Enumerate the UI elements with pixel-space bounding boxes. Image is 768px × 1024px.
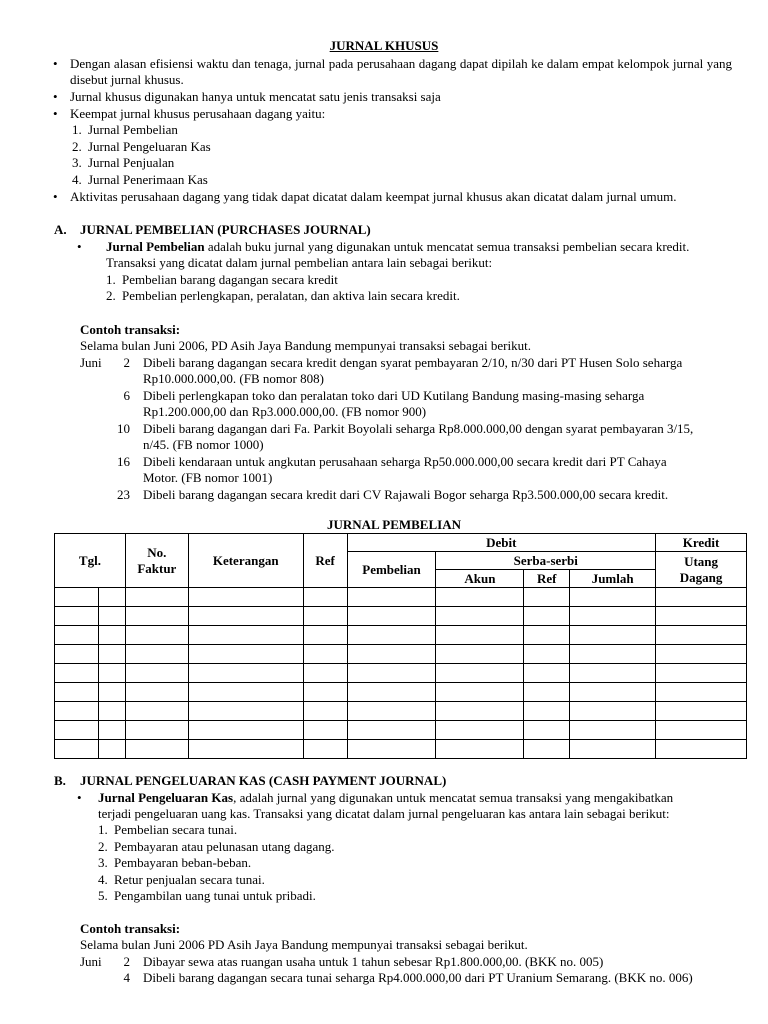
section-b-contoh-intro: Selama bulan Juni 2006 PD Asih Jaya Bandung mempunyai transaksi sebagai berikut. — [80, 937, 528, 952]
section-b-heading — [54, 773, 446, 789]
transaction-line1: Dibeli barang dagangan secara kredit dengan syarat pembayaran 2/10, n/30 dari PT Husen Solo seharga — [143, 355, 683, 370]
section-b-list-item-text: Pembelian secara tunai. — [114, 822, 238, 837]
section-b-def1: , adalah jurnal yang digunakan untuk mencatat semua transaksi yang mengakibatkan — [233, 790, 674, 805]
table-row — [55, 607, 747, 626]
table-row — [55, 683, 747, 702]
page-title: JURNAL KHUSUS — [329, 38, 439, 53]
purchases-journal-table — [54, 533, 747, 759]
section-b-list-item-text: Pembayaran beban-beban. — [114, 855, 252, 870]
section-a-transaction — [80, 388, 732, 422]
section-a-definition-text — [106, 239, 732, 255]
section-b-list-item-text: Pembayaran atau pelunasan utang dagang. — [114, 839, 335, 854]
intro-list-item-text: Jurnal Penerimaan Kas — [88, 172, 208, 187]
transaction-day: 4 — [123, 970, 130, 985]
col-no-faktur-line2: Faktur — [137, 560, 177, 576]
section-b-transaction — [80, 954, 732, 971]
intro-bullet-1-text: Dengan alasan efisiensi waktu dan tenaga, jurnal pada perusahaan dagang dapat dipilah ke dalam empat kelompok jurnal yang disebut jurnal khusus. — [70, 56, 732, 87]
intro-list-item-text: Jurnal Pengeluaran Kas — [88, 139, 211, 154]
section-b-list-item: 2. Pembayaran atau pelunasan utang dagang. — [98, 839, 335, 854]
col-debit: Debit — [347, 534, 656, 552]
intro-bullet-2-text: Jurnal khusus digunakan hanya untuk mencatat satu jenis transaksi saja — [70, 89, 441, 104]
section-b-title: JURNAL PENGELUARAN KAS (CASH PAYMENT JOURNAL) — [80, 773, 447, 788]
intro-list-item-text: Jurnal Pembelian — [88, 122, 178, 137]
transaction-line2: Rp1.200.000,00 dan Rp3.000.000,00. (FB nomor 900) — [143, 404, 427, 419]
table-row — [55, 664, 747, 683]
section-a-list-item: 1. Pembelian barang dagangan secara kredit — [106, 272, 338, 287]
col-pembelian: Pembelian — [347, 552, 436, 588]
intro-list-item-text: Jurnal Penjualan — [88, 155, 175, 170]
transaction-line2: n/45. (FB nomor 1000) — [143, 437, 264, 452]
section-b-list-item: 4. Retur penjualan secara tunai. — [98, 872, 265, 887]
section-a-def2: Transaksi yang dicatat dalam jurnal pembelian antara lain sebagai berikut: — [106, 255, 493, 270]
transaction-text — [143, 487, 732, 503]
transaction-text: Dibeli barang dagangan secara tunai seharga Rp4.000.000,00 dari PT Uranium Semarang. (BKK no. 006) — [143, 970, 693, 985]
section-b-def2: terjadi pengeluaran uang kas. Transaksi yang dicatat dalam jurnal pengeluaran kas antara lain sebagai berikut: — [98, 806, 670, 821]
section-a-title: JURNAL PEMBELIAN (PURCHASES JOURNAL) — [80, 222, 371, 237]
section-a-transaction — [80, 454, 732, 488]
col-no-faktur-line1: No. — [147, 544, 167, 560]
transaction-line1: Dibeli barang dagangan secara kredit dari CV Rajawali Bogor seharga Rp3.500.000,00 secara kredit. — [143, 487, 669, 502]
section-a-list-item-text: Pembelian barang dagangan secara kredit — [122, 272, 338, 287]
section-a-transaction — [80, 355, 732, 389]
intro-list-item: 1. Jurnal Pembelian — [72, 122, 178, 137]
transaction-day: 23 — [117, 487, 130, 502]
intro-bullet-4-text: Aktivitas perusahaan dagang yang tidak dapat dicatat dalam keempat jurnal khusus akan dicatat dalam jurnal umum. — [70, 189, 677, 204]
section-a-term: Jurnal Pembelian — [106, 239, 205, 254]
col-akun: Akun — [436, 570, 524, 588]
transaction-line2: Rp10.000.000,00. (FB nomor 808) — [143, 371, 324, 386]
section-a-letter: A. — [54, 222, 67, 237]
month-label: Juni — [80, 355, 102, 370]
col-utang-line2: Dagang — [679, 569, 723, 585]
transaction-text — [143, 421, 732, 453]
section-b-letter: B. — [54, 773, 66, 788]
transaction-line1: Dibeli barang dagangan dari Fa. Parkit Boyolali seharga Rp8.000.000,00 dengan syarat pembayaran 3/15, — [143, 421, 694, 436]
section-a-transaction — [80, 487, 732, 504]
transaction-day: 6 — [123, 388, 130, 403]
transaction-line2: Motor. (FB nomor 1001) — [143, 470, 273, 485]
section-a-list-item-text: Pembelian perlengkapan, peralatan, dan aktiva lain secara kredit. — [122, 288, 460, 303]
section-b-definition-text — [98, 790, 732, 806]
col-utang-line1: Utang — [684, 553, 719, 569]
section-b-list-item: 1. Pembelian secara tunai. — [98, 822, 238, 837]
table-caption: JURNAL PEMBELIAN — [327, 517, 461, 532]
section-a-contoh-intro: Selama bulan Juni 2006, PD Asih Jaya Bandung mempunyai transaksi sebagai berikut. — [80, 338, 531, 353]
transaction-text — [143, 388, 732, 420]
table-row — [55, 645, 747, 664]
transaction-line1: Dibeli perlengkapan toko dan peralatan toko dari UD Kutilang Bandung masing-masing seharga — [143, 388, 645, 403]
transaction-text: Dibayar sewa atas ruangan usaha untuk 1 tahun sebesar Rp1.800.000,00. (BKK no. 005) — [143, 954, 604, 969]
transaction-day: 2 — [123, 954, 130, 969]
col-tgl: Tgl. — [55, 534, 126, 588]
transaction-text — [143, 454, 732, 486]
table-row — [55, 721, 747, 740]
col-jumlah: Jumlah — [570, 570, 656, 588]
col-keterangan: Keterangan — [188, 534, 303, 588]
transaction-day: 16 — [117, 454, 130, 469]
table-row — [55, 740, 747, 759]
section-b-transaction — [80, 970, 732, 987]
section-a-contoh-label: Contoh transaksi: — [80, 322, 181, 337]
table-row — [55, 588, 747, 607]
table-row — [55, 626, 747, 645]
transaction-line1: Dibeli kendaraan untuk angkutan perusahaan seharga Rp50.000.000,00 secara kredit dari PT Cahaya — [143, 454, 667, 469]
col-serba-serbi: Serba-serbi — [436, 552, 656, 570]
transaction-text — [143, 355, 732, 387]
section-b-list-item: 3. Pembayaran beban-beban. — [98, 855, 252, 870]
section-b-term: Jurnal Pengeluaran Kas — [98, 790, 234, 805]
intro-list-item: 4. Jurnal Penerimaan Kas — [72, 172, 208, 187]
section-a-list-item: 2. Pembelian perlengkapan, peralatan, dan aktiva lain secara kredit. — [106, 288, 460, 303]
col-utang-dagang — [656, 552, 747, 588]
section-a-heading — [54, 222, 371, 238]
table-row — [55, 702, 747, 721]
transaction-day: 2 — [123, 355, 130, 370]
intro-list-item: 2. Jurnal Pengeluaran Kas — [72, 139, 211, 154]
col-kredit: Kredit — [656, 534, 747, 552]
col-ref: Ref — [303, 534, 347, 588]
intro-bullet-3-text: Keempat jurnal khusus perusahaan dagang yaitu: — [70, 106, 326, 121]
month-label: Juni — [80, 954, 102, 969]
section-b-contoh-label: Contoh transaksi: — [80, 921, 181, 936]
transaction-day: 10 — [117, 421, 130, 436]
section-b-list-item-text: Pengambilan uang tunai untuk pribadi. — [114, 888, 316, 903]
intro-list-item: 3. Jurnal Penjualan — [72, 155, 175, 170]
section-a-def1: adalah buku jurnal yang digunakan untuk mencatat semua transaksi pembelian secara kredit. — [207, 239, 690, 254]
section-b-list-item: 5. Pengambilan uang tunai untuk pribadi. — [98, 888, 316, 903]
col-no-faktur — [125, 534, 188, 588]
section-b-list-item-text: Retur penjualan secara tunai. — [114, 872, 265, 887]
col-ref-2: Ref — [524, 570, 570, 588]
section-a-transaction — [80, 421, 732, 455]
